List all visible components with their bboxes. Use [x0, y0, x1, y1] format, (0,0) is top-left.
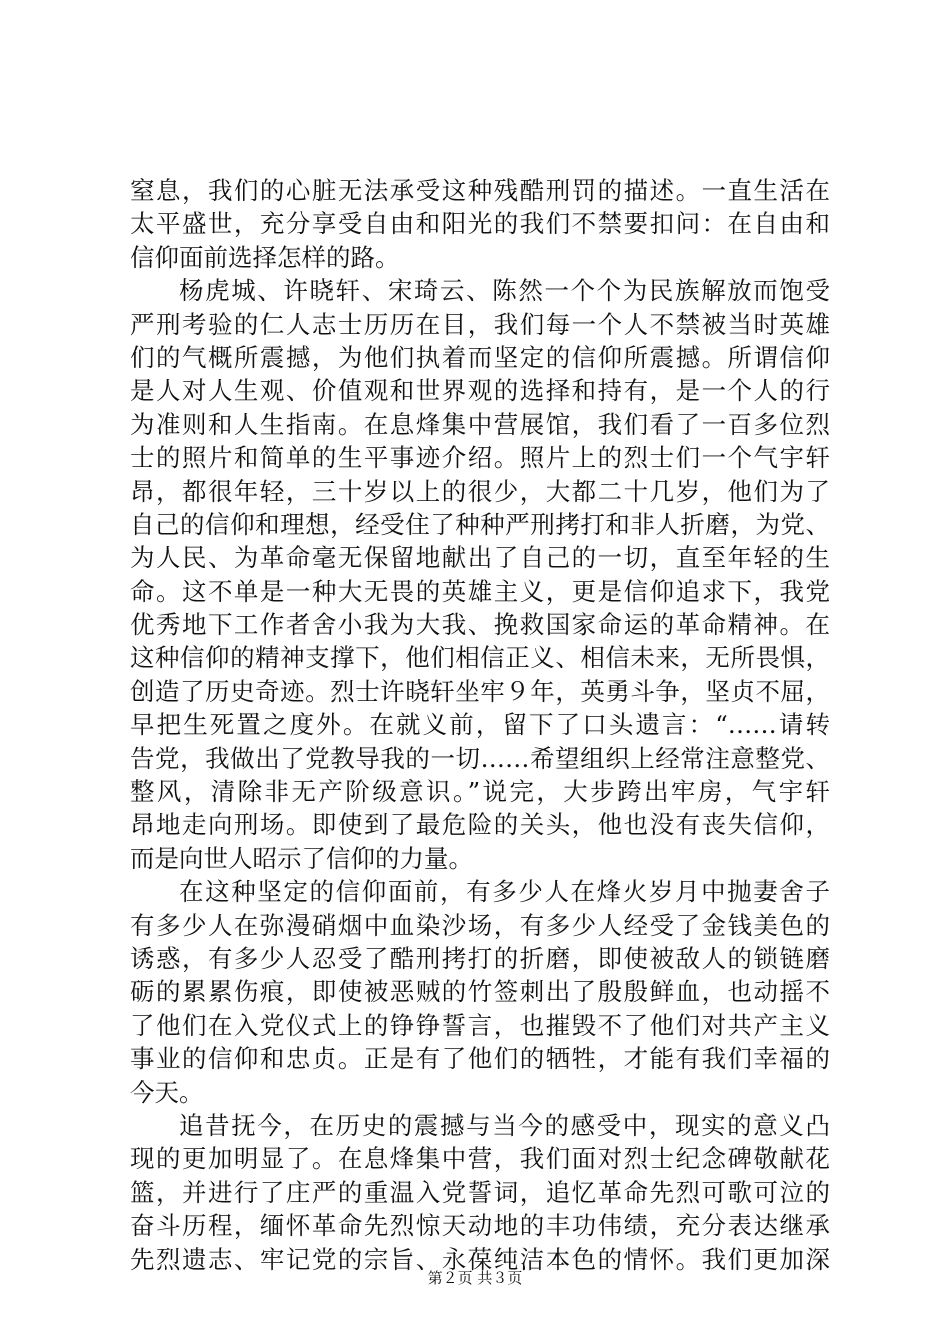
text-line: 昂地走向刑场。即使到了最危险的关头，他也没有丧失信仰， — [130, 810, 830, 840]
text-line: 士的照片和简单的生平事迹介绍。照片上的烈士们一个气宇轩 — [130, 443, 830, 473]
text-line: 信仰面前选择怎样的路。 — [130, 242, 400, 272]
text-line: 了他们在入党仪式上的铮铮誓言，也摧毁不了他们对共产主义 — [130, 1010, 830, 1040]
text-line: 告党，我做出了党教导我的一切……希望组织上经常注意整党、 — [130, 743, 830, 773]
text-line: 严刑考验的仁人志士历历在目，我们每一个人不禁被当时英雄 — [130, 309, 830, 339]
text-line: 奋斗历程，缅怀革命先烈惊天动地的丰功伟绩，充分表达继承 — [130, 1211, 830, 1241]
text-line: 们的气概所震撼，为他们执着而坚定的信仰所震撼。所谓信仰 — [130, 342, 830, 372]
text-line: 事业的信仰和忠贞。正是有了他们的牺牲，才能有我们幸福的 — [130, 1044, 830, 1074]
text-line: 是人对人生观、价值观和世界观的选择和持有，是一个人的行 — [130, 376, 830, 406]
text-line: 自己的信仰和理想，经受住了种种严刑拷打和非人折磨，为党、 — [130, 509, 830, 539]
text-line: 而是向世人昭示了信仰的力量。 — [130, 843, 473, 873]
text-line: 创造了历史奇迹。烈士许晓轩坐牢９年，英勇斗争，坚贞不屈， — [130, 676, 830, 706]
text-line: 优秀地下工作者舍小我为大我、挽救国家命运的革命精神。在 — [130, 610, 830, 640]
text-line: 先烈遗志、牢记党的宗旨、永葆纯洁本色的情怀。我们更加深 — [130, 1244, 830, 1274]
text-line: 砺的累累伤痕，即使被恶贼的竹签刺出了殷殷鲜血，也动摇不 — [130, 977, 830, 1007]
document-body — [130, 174, 830, 1276]
text-line: 昂，都很年轻，三十岁以上的很少，大都二十几岁，他们为了 — [130, 476, 830, 506]
text-line: 现的更加明显了。在息烽集中营，我们面对烈士纪念碑敬献花 — [130, 1144, 830, 1174]
text-line: 为准则和人生指南。在息烽集中营展馆，我们看了一百多位烈 — [130, 409, 830, 439]
text-line: 杨虎城、许晓轩、宋琦云、陈然一个个为民族解放而饱受 — [179, 276, 830, 306]
text-line: 诱惑，有多少人忍受了酷刑拷打的折磨，即使被敌人的锁链磨 — [130, 943, 830, 973]
text-line: 窒息，我们的心脏无法承受这种残酷刑罚的描述。一直生活在 — [130, 176, 830, 205]
text-line: 命。这不单是一种大无畏的英雄主义，更是信仰追求下，我党 — [130, 576, 830, 606]
text-line: 这种信仰的精神支撑下，他们相信正义、相信未来，无所畏惧， — [130, 643, 830, 673]
text-line: 有多少人在弥漫硝烟中血染沙场，有多少人经受了金钱美色的 — [130, 910, 830, 940]
text-line: 今天。 — [130, 1077, 204, 1107]
text-line: 追昔抚今，在历史的震撼与当今的感受中，现实的意义凸 — [179, 1110, 830, 1140]
text-line: 早把生死置之度外。在就义前，留下了口头遗言：“……请转 — [130, 710, 830, 740]
text-line: 篮，并进行了庄严的重温入党誓词，追忆革命先烈可歌可泣的 — [130, 1177, 830, 1207]
text-line: 整风，清除非无产阶级意识。”说完，大步跨出牢房，气宇轩 — [130, 777, 830, 807]
text-line: 为人民、为革命毫无保留地献出了自己的一切，直至年轻的生 — [130, 543, 830, 573]
text-line: 太平盛世，充分享受自由和阳光的我们不禁要扣问：在自由和 — [130, 209, 830, 239]
page-footer: 第２页 共３页 — [427, 1269, 523, 1287]
text-line: 在这种坚定的信仰面前，有多少人在烽火岁月中抛妻舍子 — [179, 877, 830, 907]
